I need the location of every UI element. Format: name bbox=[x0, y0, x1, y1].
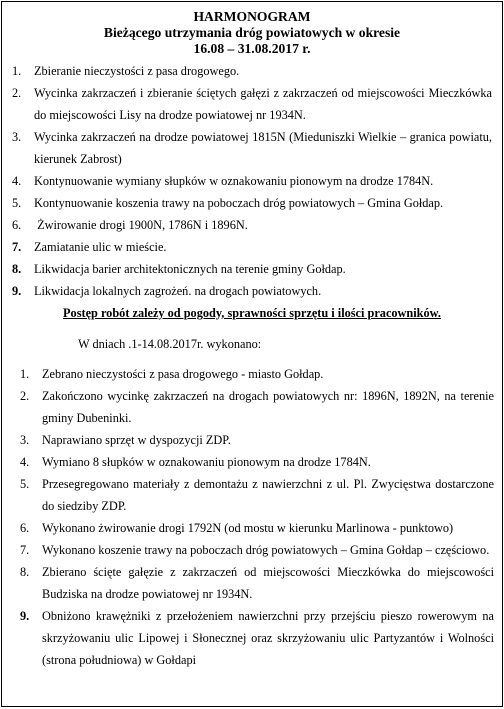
planned-work-list bbox=[2, 60, 502, 302]
item-number: 7. bbox=[12, 240, 22, 254]
item-number: 4. bbox=[12, 174, 22, 188]
item-text: Wymiano 8 słupków w oznakowaniu pionowym na drodze 1784N. bbox=[42, 455, 371, 469]
document-page bbox=[1, 1, 503, 707]
item-number: 3. bbox=[20, 433, 30, 447]
item-number: 5. bbox=[12, 196, 22, 210]
item-text: Naprawiano sprzęt w dyspozycji ZDP. bbox=[42, 433, 231, 447]
item-number: 2. bbox=[20, 389, 30, 403]
item-number: 6. bbox=[20, 521, 30, 535]
completed-work-list bbox=[2, 363, 502, 671]
item-text: Kontynuowanie koszenia trawy na poboczach dróg powiatowych – Gmina Gołdap. bbox=[34, 196, 444, 210]
item-text: Wycinka zakrzaczeń i zbieranie ściętych gałęzi z zakrzaczeń od miejscowości Mieczkówka do miejscowości Lisy na drodze powiatowej nr 1934N. bbox=[34, 86, 492, 122]
list-item bbox=[2, 214, 502, 236]
item-text: Likwidacja lokalnych zagrożeń. na drogach powiatowych. bbox=[34, 284, 322, 298]
item-number: 8. bbox=[12, 262, 22, 276]
progress-note: Postęp robót zależy od pogody, sprawności sprzętu i ilości pracowników. bbox=[63, 306, 441, 320]
item-number: 4. bbox=[20, 455, 30, 469]
document-title: HARMONOGRAM bbox=[193, 9, 311, 24]
list-item bbox=[2, 236, 502, 258]
item-text: Zbierano ścięte gałęzie z zakrzaczeń od miejscowości Mieczkówka do miejscowości Budziska na drodze powiatowej nr 1934N. bbox=[42, 565, 494, 601]
item-text: Zbieranie nieczystości z pasa drogowego. bbox=[34, 64, 240, 78]
document-period: 16.08 – 31.08.2017 r. bbox=[193, 41, 311, 56]
item-text: Zamiatanie ulic w mieście. bbox=[34, 240, 167, 254]
item-text: Przesegregowano materiały z demontażu z nawierzchni z ul. Pl. Zwycięstwa dostarczone do siedziby ZDP. bbox=[42, 477, 494, 513]
item-text: Wykonano koszenie trawy na poboczach dróg powiatowych – Gmina Gołdap – częściowo. bbox=[42, 543, 490, 557]
item-text: Wycinka zakrzaczeń na drodze powiatowej 1815N (Mieduniszki Wielkie – granica powiatu, kierunek Zabrost) bbox=[34, 130, 492, 166]
item-text: Obniżono krawężniki z przełożeniem nawierzchni przy przejściu pieszo rowerowym na skrzyżowaniu ulic Lipowej i Słonecznej oraz skrzyżowaniu ulic Partyzantów i Wolności (strona południowa) w Gołdapi bbox=[42, 609, 494, 667]
list-item bbox=[2, 517, 502, 539]
item-number: 8. bbox=[20, 565, 30, 579]
list-item bbox=[2, 82, 502, 126]
list-item bbox=[2, 60, 502, 82]
list-item bbox=[2, 561, 502, 605]
list-item bbox=[2, 605, 502, 671]
list-item bbox=[2, 170, 502, 192]
list-item bbox=[2, 258, 502, 280]
item-number: 2. bbox=[12, 86, 22, 100]
item-number: 9. bbox=[12, 284, 22, 298]
item-number: 1. bbox=[20, 367, 30, 381]
list-item bbox=[2, 429, 502, 451]
completed-intro: W dniach .1-14.08.2017r. wykonano: bbox=[78, 337, 262, 351]
item-text: Wykonano żwirowanie drogi 1792N (od mostu w kierunku Marlinowa - punktowo) bbox=[42, 521, 454, 535]
document-subtitle: Bieżącego utrzymania dróg powiatowych w okresie bbox=[103, 25, 401, 40]
list-item bbox=[2, 451, 502, 473]
item-number: 3. bbox=[12, 130, 22, 144]
list-item bbox=[2, 192, 502, 214]
item-text: Kontynuowanie wymiany słupków w oznakowaniu pionowym na drodze 1784N. bbox=[34, 174, 434, 188]
list-item bbox=[2, 126, 502, 170]
item-text: Likwidacja barier architektonicznych na terenie gminy Gołdap. bbox=[34, 262, 346, 276]
list-item bbox=[2, 385, 502, 429]
list-item bbox=[2, 280, 502, 302]
item-number: 1. bbox=[12, 64, 22, 78]
item-number: 7. bbox=[20, 543, 30, 557]
list-item bbox=[2, 473, 502, 517]
item-text: Zakończono wycinkę zakrzaczeń na drogach powiatowych nr: 1896N, 1892N, na terenie gminy Dubeninki. bbox=[42, 389, 494, 425]
item-number: 6. bbox=[12, 218, 22, 232]
list-item bbox=[2, 539, 502, 561]
item-number: 5. bbox=[20, 477, 30, 491]
item-text: Żwirowanie drogi 1900N, 1786N i 1896N. bbox=[34, 218, 248, 232]
item-number: 9. bbox=[20, 609, 30, 623]
list-item bbox=[2, 363, 502, 385]
item-text: Zebrano nieczystości z pasa drogowego - miasto Gołdap. bbox=[42, 367, 324, 381]
